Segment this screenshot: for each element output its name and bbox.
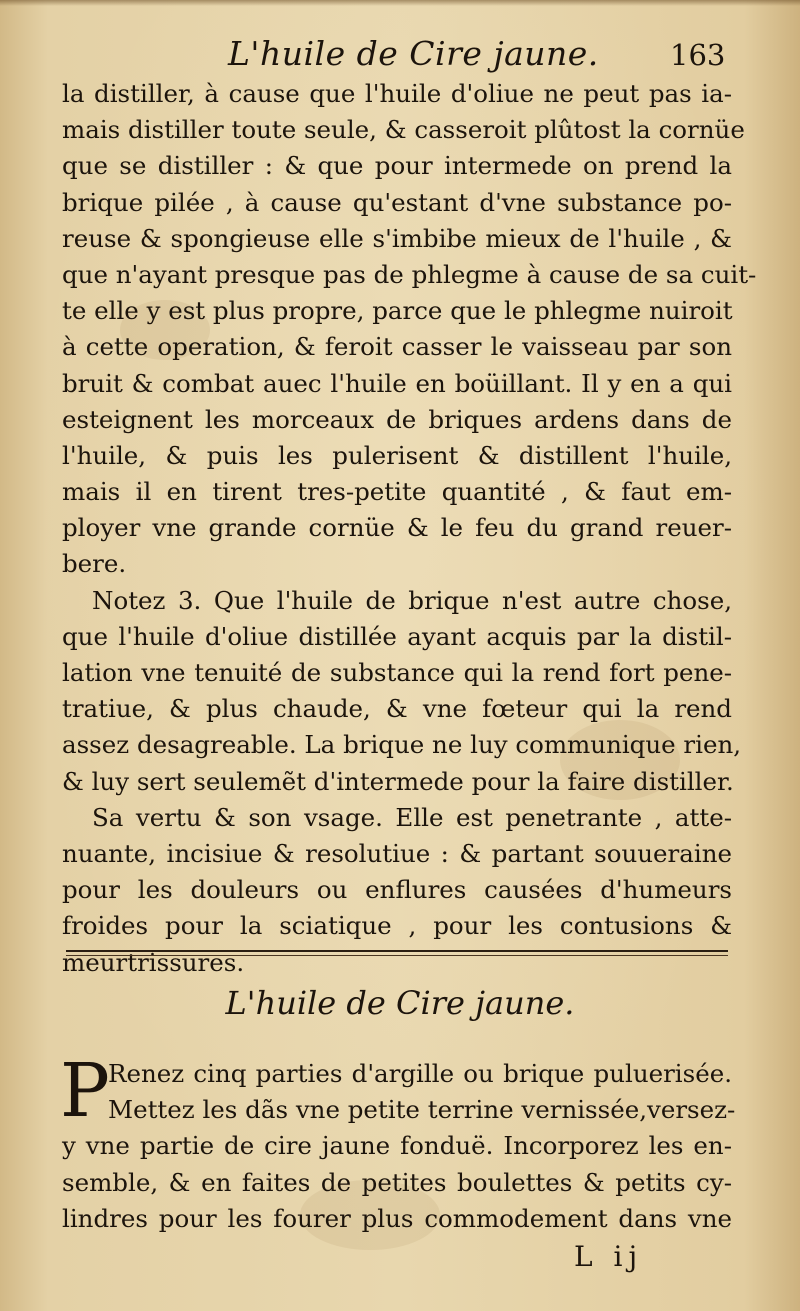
text-line: nuante, incisiue & resolutiue : & partant souueraine [62,838,732,868]
text-line: que se distiller : & que pour intermede on prend la [62,151,732,181]
text-line: te elle y est plus propre, parce que le phlegme nuiroit [62,296,733,326]
text-line: brique pilée , à cause qu'estant d'vne substance po- [62,187,732,217]
text-line: lindres pour les fourer plus commodement dans vne [62,1203,732,1233]
text-line: que n'ayant presque pas de phlegme à cause de sa cuit- [62,259,757,289]
text-line: lation vne tenuité de substance qui la rend fort pene- [62,658,732,687]
text-line: ployer vne grande cornüe & le feu du grand reuer- [62,513,732,543]
drop-cap: P [60,1048,110,1134]
text-line: Notez 3. Que l'huile de brique n'est autre chose, [92,585,732,615]
text-line: semble, & en faites de petites boulettes & petits cy- [62,1167,732,1197]
text-line: esteignent les morceaux de briques ardens dans de [62,404,732,434]
page-top-edge [0,0,800,6]
running-head [0,34,800,82]
text-line: froides pour la sciatique , pour les contusions & [62,911,732,941]
text-line: bere. [62,549,127,579]
section-heading: L'huile de Cire jaune. [225,984,575,1022]
body-text-section-1 [62,76,757,981]
text-line: mais il en tirent tres-petite quantité , & faut em- [62,477,732,507]
signature-mark: L ij [574,1240,644,1273]
page-number: 163 [670,38,726,72]
text-line: & luy sert seulemẽt d'intermede pour la faire distiller. [62,766,734,796]
text-line: mais distiller toute seule, & casseroit plûtost la cornüe [62,115,745,145]
section-divider-thin [66,955,728,956]
text-line: tratiue, & plus chaude, & vne fœteur qui la rend [62,694,732,724]
text-line: l'huile, & puis les pulerisent & distillent l'huile, [62,440,732,470]
text-line: la distiller, à cause que l'huile d'oliue ne peut pas ia- [62,79,732,108]
text-line: bruit & combat auec l'huile en boüillant. Il y en a qui [62,368,732,398]
running-title: L'huile de Cire jaune. [228,34,599,73]
text-line: meurtrissures. [62,947,245,977]
section-divider [66,950,728,952]
text-line: y vne partie de cire jaune fonduë. Incorporez les en- [62,1131,732,1161]
body-text-section-2 [60,1048,736,1237]
text-line: reuse & spongieuse elle s'imbibe mieux de l'huile , & [62,223,732,253]
text-line: Sa vertu & son vsage. Elle est penetrante , atte- [92,802,732,832]
text-line: Mettez les dãs vne petite terrine vernissée,versez- [108,1095,736,1125]
text-line: pour les douleurs ou enflures causées d'humeurs [62,875,732,905]
text-line: que l'huile d'oliue distillée ayant acquis par la distil- [62,621,732,651]
text-line: à cette operation, & feroit casser le vaisseau par son [62,332,732,362]
text-line: assez desagreable. La brique ne luy communique rien, [62,730,742,760]
text-line: Renez cinq parties d'argille ou brique puluerisée. [108,1059,732,1088]
